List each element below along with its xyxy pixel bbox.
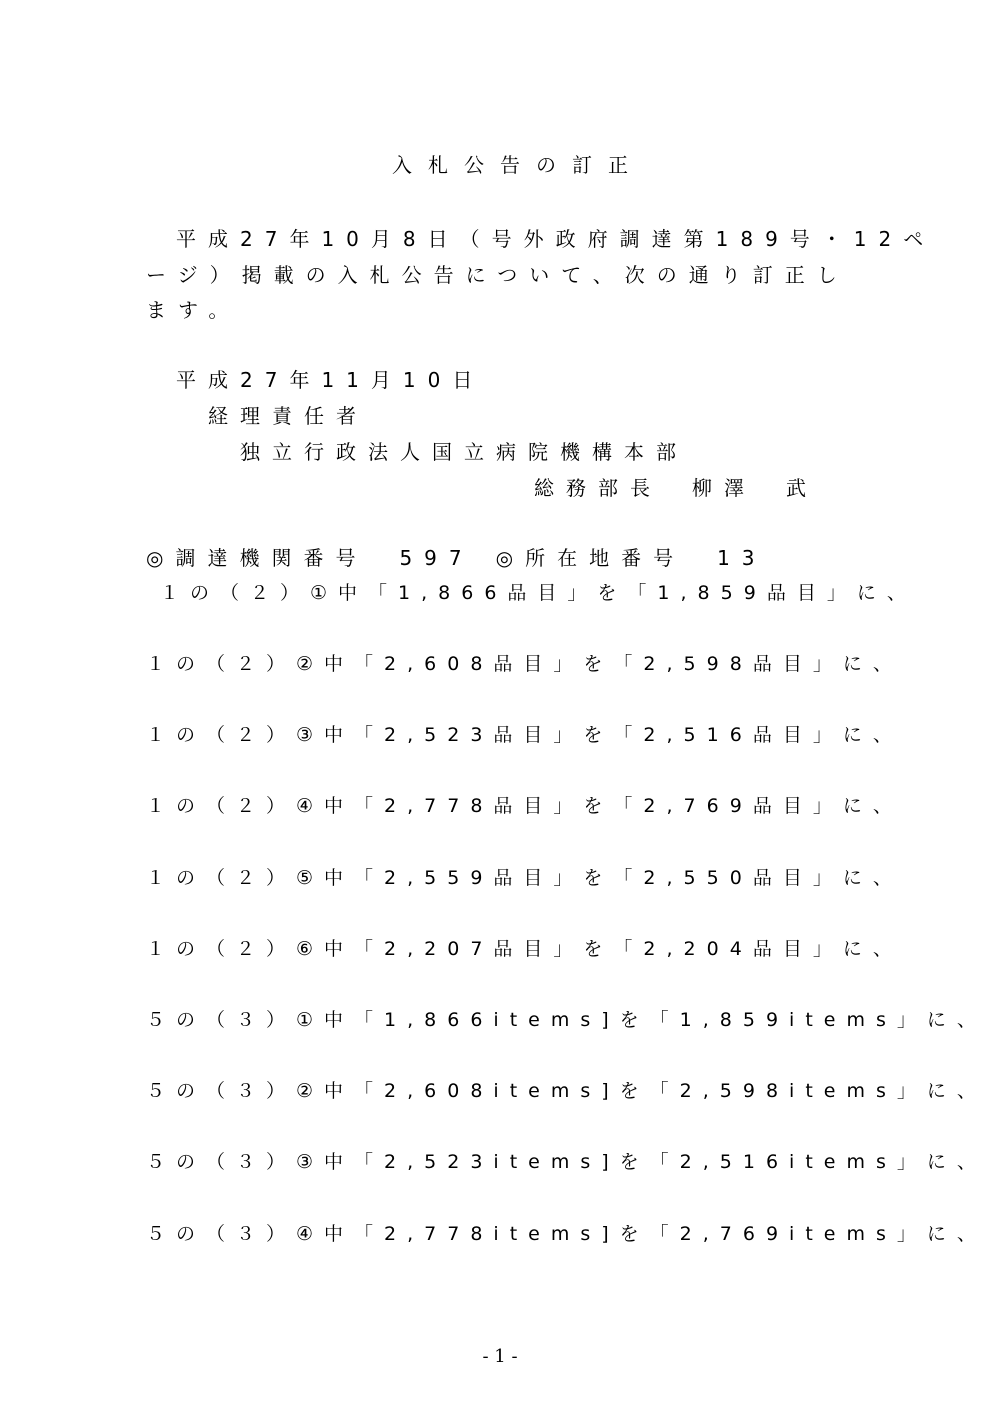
correction-item: １の（２）③中「2,523品目」を「2,516品目」に、 bbox=[146, 724, 903, 746]
procurement-code: ◎調達機関番号 597 bbox=[146, 546, 474, 570]
intro-line-2: ージ）掲載の入札公告について、次の通り訂正し bbox=[146, 263, 849, 287]
correction-item: ５の（３）①中「1,866items]を「1,859items」に、 bbox=[146, 1009, 987, 1031]
correction-item: １の（２）②中「2,608品目」を「2,598品目」に、 bbox=[146, 653, 903, 675]
issuer-organization: 独立行政法人国立病院機構本部 bbox=[240, 440, 688, 464]
correction-item: ５の（３）④中「2,778items]を「2,769items」に、 bbox=[146, 1223, 987, 1245]
page-number: - 1 - bbox=[482, 1346, 518, 1367]
issue-date: 平成27年11月10日 bbox=[176, 368, 485, 392]
page-title: 入札公告の訂正 bbox=[392, 153, 644, 177]
correction-item: １の（２）⑥中「2,207品目」を「2,204品目」に、 bbox=[146, 938, 903, 960]
location-code: ◎所在地番号 13 bbox=[495, 546, 767, 570]
code-line bbox=[146, 546, 767, 570]
intro-line-3: ます。 bbox=[146, 298, 241, 322]
correction-item: ５の（３）③中「2,523items]を「2,516items」に、 bbox=[146, 1151, 987, 1173]
correction-item: １の（２）①中「1,866品目」を「1,859品目」に、 bbox=[160, 582, 917, 604]
issuer-signature bbox=[534, 476, 818, 500]
issuer-position: 総務部長 bbox=[534, 476, 662, 500]
intro-line-1: 平成27年10月8日（号外政府調達第189号・12ペ bbox=[176, 227, 936, 251]
issuer-role: 経理責任者 bbox=[208, 404, 368, 428]
correction-item: １の（２）④中「2,778品目」を「2,769品目」に、 bbox=[146, 795, 903, 817]
issuer-surname: 柳澤 bbox=[692, 476, 756, 500]
correction-item: １の（２）⑤中「2,559品目」を「2,550品目」に、 bbox=[146, 867, 903, 889]
correction-item: ５の（３）②中「2,608items]を「2,598items」に、 bbox=[146, 1080, 987, 1102]
issuer-given-name: 武 bbox=[786, 476, 818, 500]
